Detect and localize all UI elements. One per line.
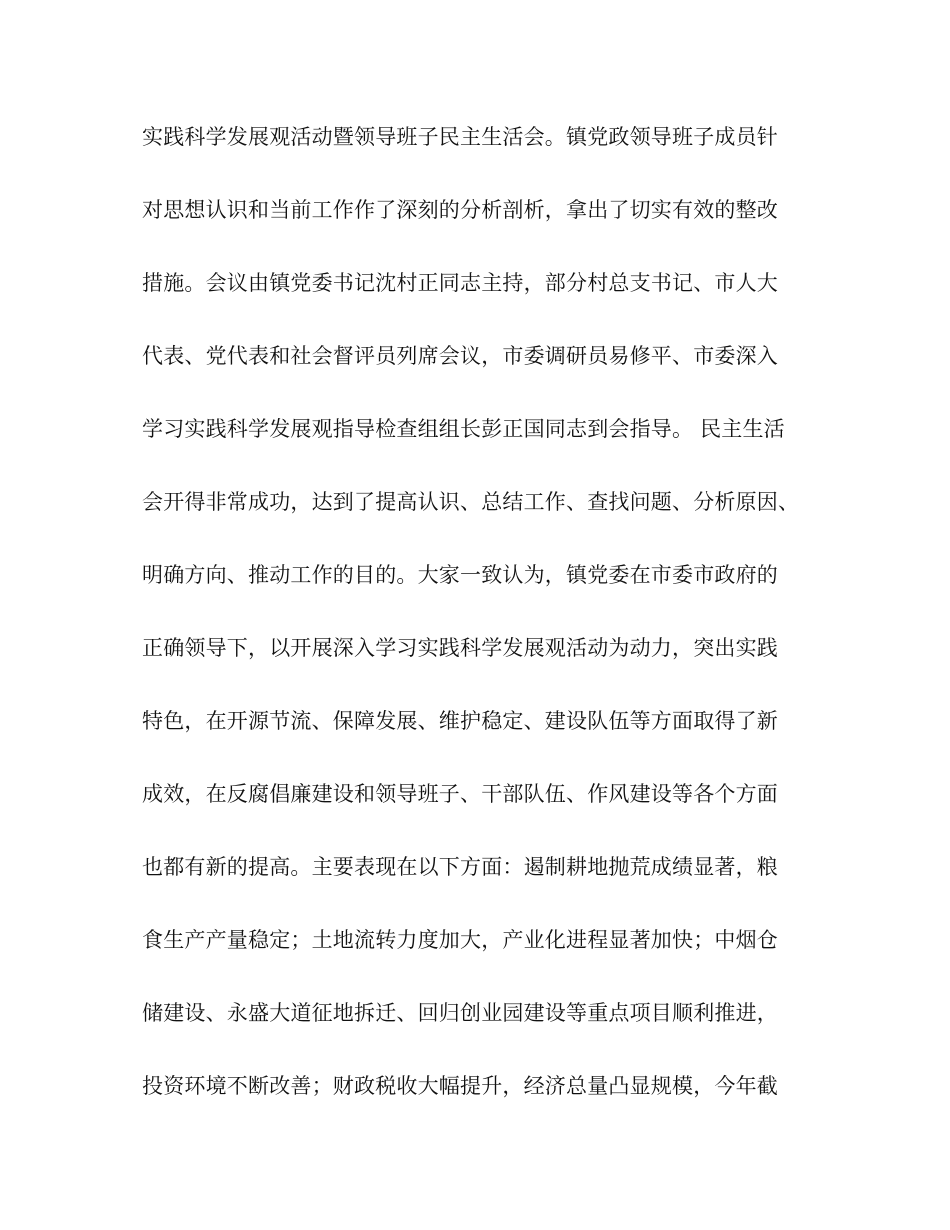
text-line-7: 明确方向、推动工作的目的。大家一致认为，镇党委在市委市政府的 xyxy=(142,563,778,587)
text-line-4: 代表、党代表和社会督评员列席会议，市委调研员易修平、市委深入 xyxy=(142,344,778,368)
text-line-3: 措施。会议由镇党委书记沈村正同志主持，部分村总支书记、市人大 xyxy=(142,271,778,295)
text-line-13: 储建设、永盛大道征地拆迁、回归创业园建设等重点项目顺利推进， xyxy=(142,1001,778,1025)
text-line-12: 食生产产量稳定；土地流转力度加大，产业化进程显著加快；中烟仓 xyxy=(142,928,778,952)
body-text xyxy=(142,118,822,1140)
text-line-11: 也都有新的提高。主要表现在以下方面：遏制耕地抛荒成绩显著，粮 xyxy=(142,855,778,879)
text-line-9: 特色，在开源节流、保障发展、维护稳定、建设队伍等方面取得了新 xyxy=(142,709,778,733)
text-line-14: 投资环境不断改善；财政税收大幅提升，经济总量凸显规模，今年截 xyxy=(142,1074,778,1098)
text-line-6: 会开得非常成功，达到了提高认识、总结工作、查找问题、分析原因、 xyxy=(142,490,800,514)
text-line-10: 成效，在反腐倡廉建设和领导班子、干部队伍、作风建设等各个方面 xyxy=(142,782,778,806)
text-line-8: 正确领导下，以开展深入学习实践科学发展观活动为动力，突出实践 xyxy=(142,636,778,660)
text-line-5: 学习实践科学发展观指导检查组组长彭正国同志到会指导。 民主生活 xyxy=(142,417,785,441)
text-line-2: 对思想认识和当前工作作了深刻的分析剖析，拿出了切实有效的整改 xyxy=(142,198,778,222)
text-line-1: 实践科学发展观活动暨领导班子民主生活会。镇党政领导班子成员针 xyxy=(142,125,778,149)
